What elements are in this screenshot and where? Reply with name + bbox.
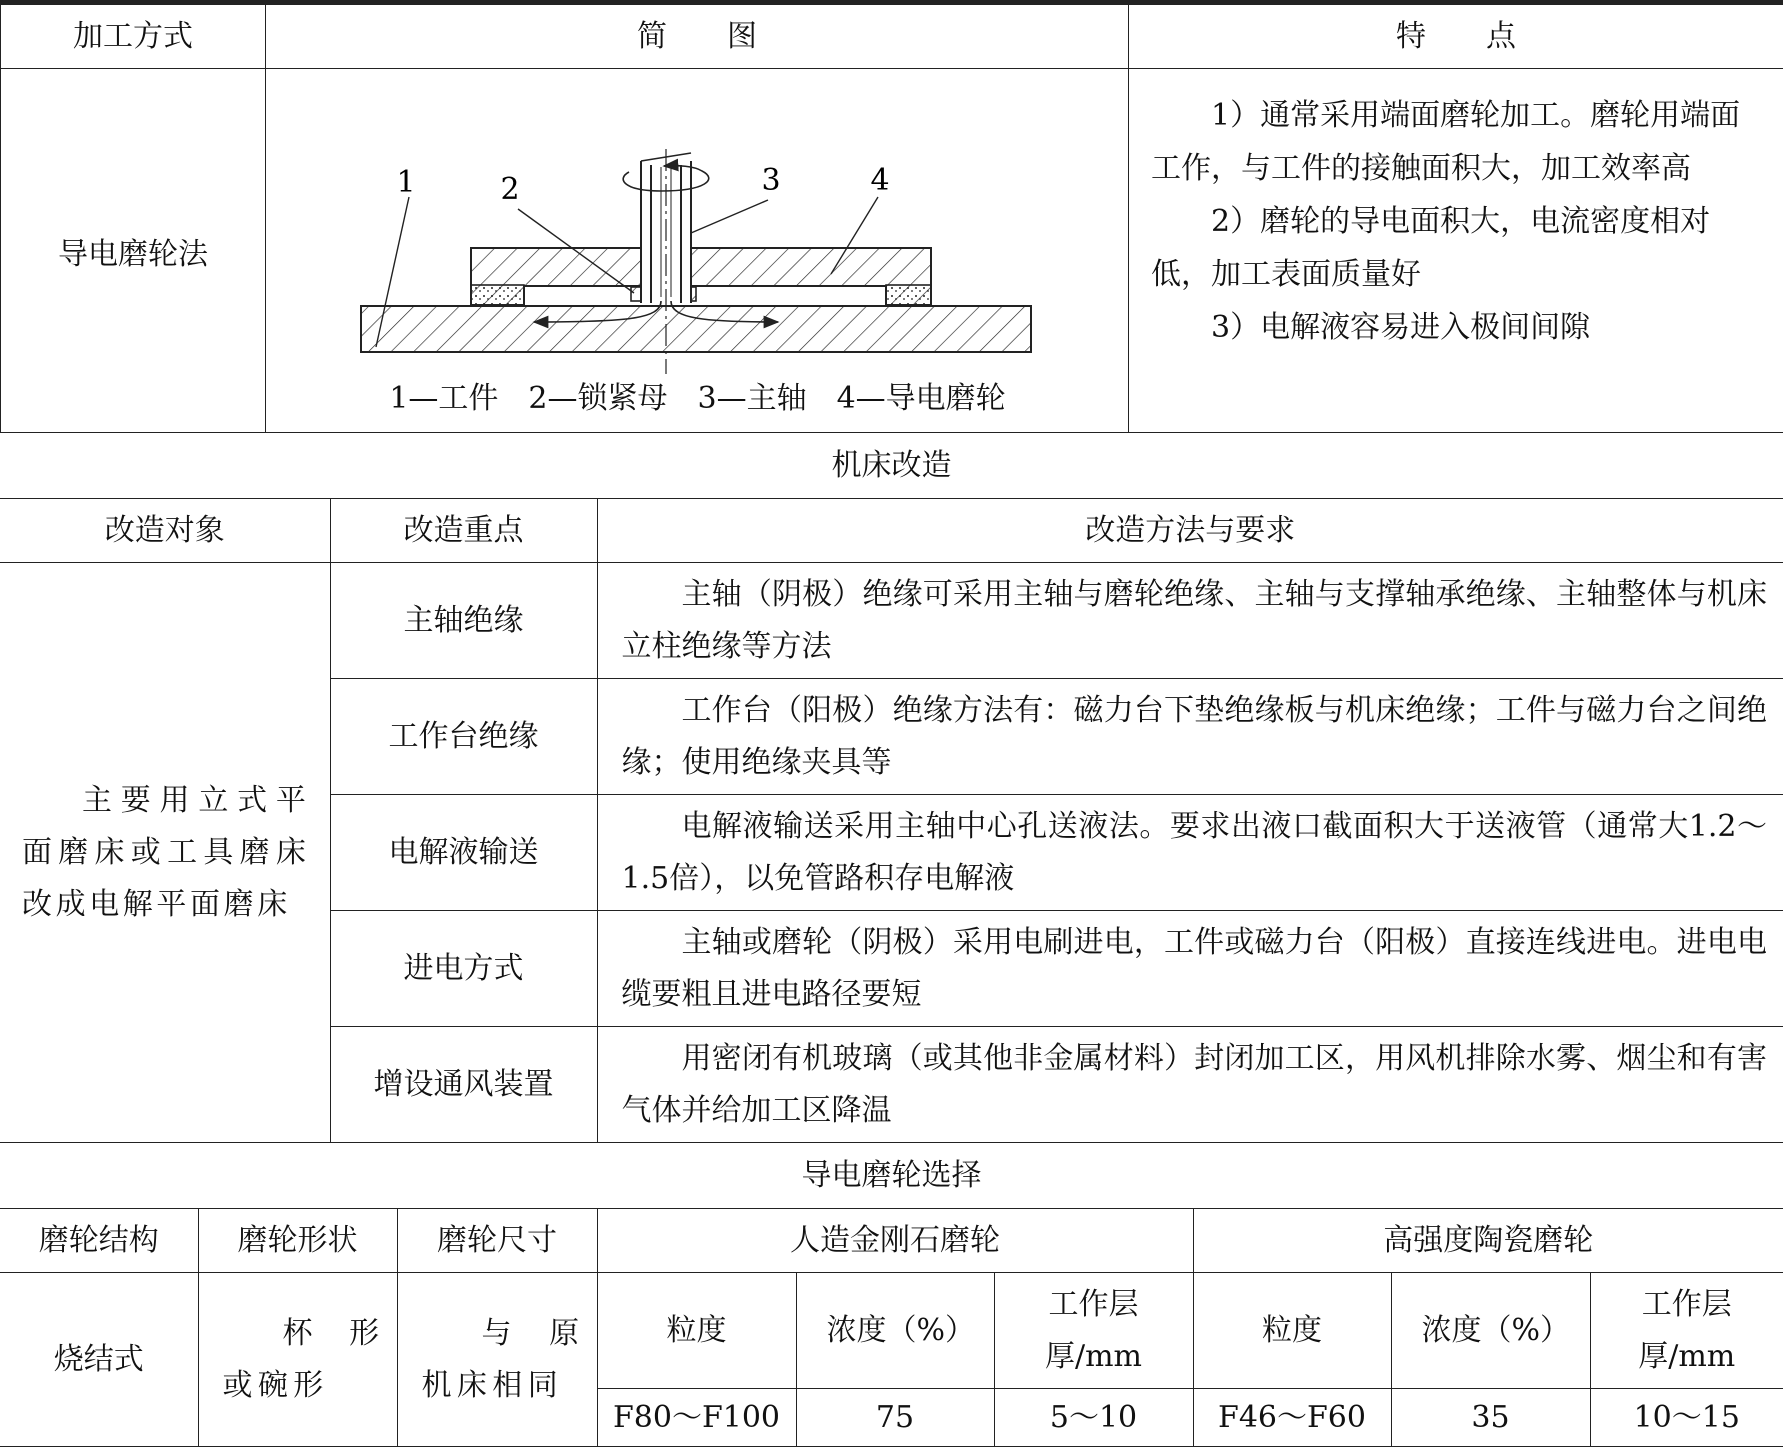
wheel-shape: 杯形或碗形 [198, 1273, 397, 1447]
feature-2: 2）磨轮的导电面积大，电流密度相对低，加工表面质量好 [1151, 204, 1711, 292]
wheel-structure: 烧结式 [0, 1273, 198, 1447]
features-cell [1129, 69, 1783, 433]
grinding-diagram [266, 69, 1126, 431]
mod-focus-1: 主轴绝缘 [330, 563, 597, 679]
mod-method-2: 工作台（阳极）绝缘方法有：磁力台下垫绝缘板与机床绝缘；工件与磁力台之间绝缘；使用绝缘夹具等 [597, 679, 1783, 795]
label-1: 1 [396, 165, 416, 200]
mod-method-5: 用密闭有机玻璃（或其他非金属材料）封闭加工区，用风机排除水雾、烟尘和有害气体并给加工区降温 [597, 1027, 1783, 1143]
header-mod-focus: 改造重点 [330, 499, 597, 563]
diamond-grain: F80～F100 [597, 1389, 796, 1447]
ceramic-layer: 10～15 [1590, 1389, 1783, 1447]
header-method: 加工方式 [1, 5, 266, 69]
ceramic-layer-header: 工作层厚/mm [1590, 1273, 1783, 1389]
mod-focus-4: 进电方式 [330, 911, 597, 1027]
mod-method-1: 主轴（阴极）绝缘可采用主轴与磨轮绝缘、主轴与支撑轴承绝缘、主轴整体与机床立柱绝缘等方法 [597, 563, 1783, 679]
mod-method-3: 电解液输送采用主轴中心孔送液法。要求出液口截面积大于送液管（通常大1.2～1.5倍），以免管路积存电解液 [597, 795, 1783, 911]
conductive-wheel [471, 248, 931, 305]
header-size: 磨轮尺寸 [397, 1209, 597, 1273]
machine-mod-table [0, 432, 1783, 1143]
mod-focus-2: 工作台绝缘 [330, 679, 597, 795]
mod-object: 主要用立式平面磨床或工具磨床改成电解平面磨床 [0, 563, 330, 1143]
diamond-conc-header: 浓度（%） [796, 1273, 994, 1389]
header-mod-method: 改造方法与要求 [597, 499, 1783, 563]
header-ceramic-wheel: 高强度陶瓷磨轮 [1193, 1209, 1783, 1273]
wheel-size: 与原机床相同 [397, 1273, 597, 1447]
header-shape: 磨轮形状 [198, 1209, 397, 1273]
wheel-selection-table [0, 1142, 1783, 1447]
feature-1: 1）通常采用端面磨轮加工。磨轮用端面工作，与工件的接触面积大，加工效率高 [1151, 98, 1741, 186]
header-features: 特 点 [1129, 5, 1783, 69]
diamond-conc: 75 [796, 1389, 994, 1447]
diagram-caption: 1—工件 2—锁紧母 3—主轴 4—导电磨轮 [389, 381, 1006, 416]
method-name: 导电磨轮法 [1, 69, 266, 433]
diamond-layer: 5～10 [994, 1389, 1193, 1447]
diagram-cell [266, 69, 1129, 433]
diamond-grain-header: 粒度 [597, 1273, 796, 1389]
mod-method-4: 主轴或磨轮（阴极）采用电刷进电，工件或磁力台（阳极）直接连线进电。进电电缆要粗且进电路径要短 [597, 911, 1783, 1027]
header-diagram: 简 图 [266, 5, 1129, 69]
diamond-layer-header: 工作层厚/mm [994, 1273, 1193, 1389]
header-diamond-wheel: 人造金刚石磨轮 [597, 1209, 1193, 1273]
wheel-selection-title: 导电磨轮选择 [0, 1143, 1783, 1209]
header-mod-object: 改造对象 [0, 499, 330, 563]
mod-focus-3: 电解液输送 [330, 795, 597, 911]
workpiece [361, 306, 1031, 352]
ceramic-grain: F46～F60 [1193, 1389, 1391, 1447]
feature-3: 3）电解液容易进入极间间隙 [1211, 310, 1591, 345]
machine-mod-title: 机床改造 [0, 433, 1783, 499]
label-2: 2 [500, 172, 520, 207]
method-table [0, 4, 1783, 433]
mod-focus-5: 增设通风装置 [330, 1027, 597, 1143]
ceramic-conc: 35 [1391, 1389, 1590, 1447]
label-3: 3 [761, 163, 781, 198]
ceramic-grain-header: 粒度 [1193, 1273, 1391, 1389]
ceramic-conc-header: 浓度（%） [1391, 1273, 1590, 1389]
header-structure: 磨轮结构 [0, 1209, 198, 1273]
label-4: 4 [870, 163, 890, 198]
